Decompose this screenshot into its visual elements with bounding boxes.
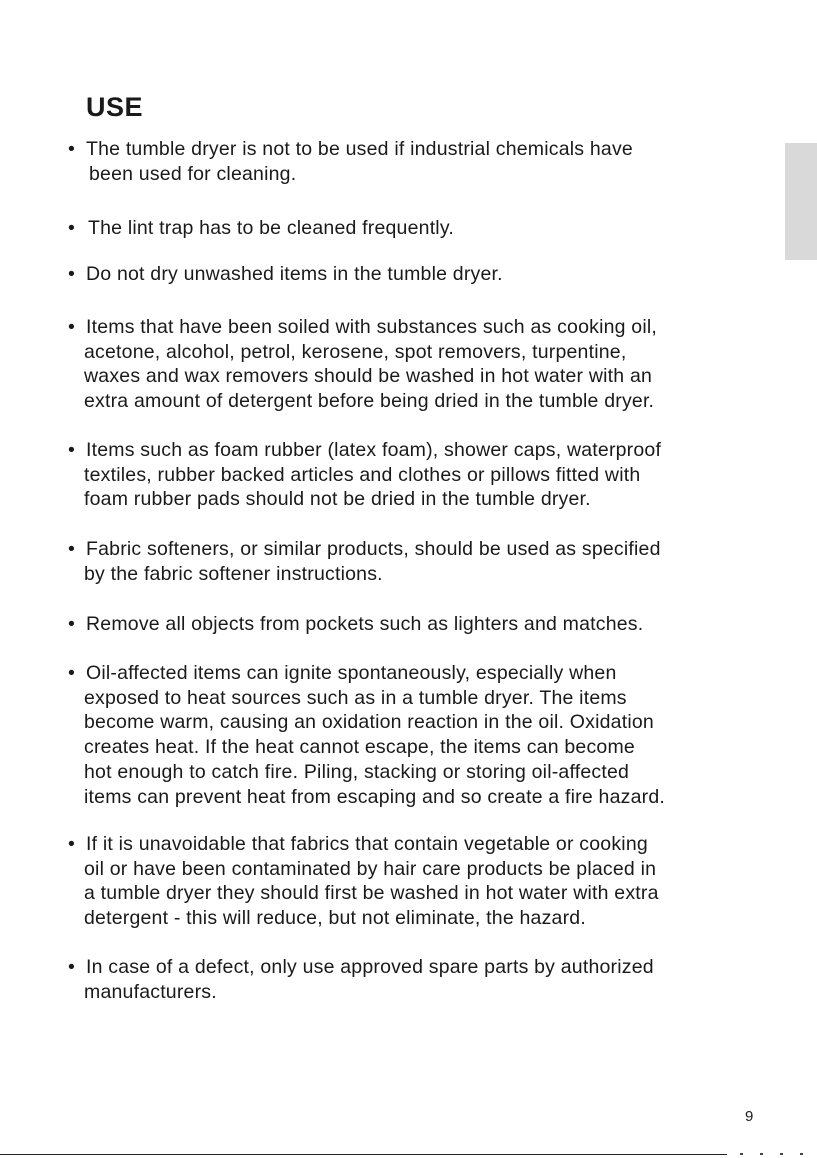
list-item bbox=[68, 438, 798, 512]
item-text-line: Fabric softeners, or similar products, should be used as specified bbox=[86, 538, 661, 560]
list-item bbox=[68, 315, 798, 414]
item-text-line: detergent - this will reduce, but not eliminate, the hazard. bbox=[84, 907, 586, 930]
item-text-line: The lint trap has to be cleaned frequently. bbox=[88, 217, 454, 239]
list-item bbox=[68, 661, 798, 809]
item-text-line: Items such as foam rubber (latex foam), shower caps, waterproof bbox=[86, 439, 662, 461]
item-text-line: Remove all objects from pockets such as lighters and matches. bbox=[86, 613, 644, 635]
list-item bbox=[68, 832, 798, 931]
item-text-line: waxes and wax removers should be washed in hot water with an bbox=[84, 365, 653, 388]
list-item bbox=[68, 216, 798, 241]
item-text-line: The tumble dryer is not to be used if industrial chemicals have bbox=[86, 138, 633, 160]
list-item bbox=[68, 955, 798, 1004]
footer-rule bbox=[0, 1154, 727, 1155]
item-text-line: become warm, causing an oxidation reaction in the oil. Oxidation bbox=[84, 711, 654, 734]
item-text-line: textiles, rubber backed articles and clothes or pillows fitted with bbox=[84, 463, 641, 486]
bullet: • bbox=[68, 662, 76, 684]
item-text-line: hot enough to catch fire. Piling, stacking or storing oil-affected bbox=[84, 760, 630, 783]
section-heading: USE bbox=[86, 92, 144, 122]
bullet: • bbox=[68, 439, 76, 461]
bullet: • bbox=[68, 138, 76, 160]
item-text-line: oil or have been contaminated by hair care products be placed in bbox=[84, 857, 657, 880]
list-item bbox=[68, 537, 798, 586]
item-text-line: acetone, alcohol, petrol, kerosene, spot removers, turpentine, bbox=[84, 340, 627, 363]
item-text-line: In case of a defect, only use approved spare parts by authorized bbox=[86, 956, 654, 978]
item-text-line: If it is unavoidable that fabrics that contain vegetable or cooking bbox=[86, 833, 648, 855]
bullet: • bbox=[68, 613, 76, 635]
item-text-line: foam rubber pads should not be dried in the tumble dryer. bbox=[84, 488, 591, 511]
footer-crop-marks bbox=[740, 1153, 817, 1155]
item-text-line: by the fabric softener instructions. bbox=[84, 562, 383, 585]
item-text-line: Do not dry unwashed items in the tumble dryer. bbox=[86, 263, 503, 285]
bullet: • bbox=[68, 956, 76, 978]
item-text-line: items can prevent heat from escaping and so create a fire hazard. bbox=[84, 785, 665, 808]
bullet: • bbox=[68, 217, 76, 239]
list-item bbox=[68, 137, 798, 186]
bullet: • bbox=[68, 833, 76, 855]
item-text-line: Items that have been soiled with substances such as cooking oil, bbox=[86, 316, 658, 338]
bullet: • bbox=[68, 538, 76, 560]
list-item bbox=[68, 262, 798, 287]
item-text-line: Oil-affected items can ignite spontaneously, especially when bbox=[86, 662, 617, 684]
bullet: • bbox=[68, 263, 76, 285]
page-number: 9 bbox=[745, 1108, 754, 1125]
list-item bbox=[68, 612, 798, 637]
item-text-line: been used for cleaning. bbox=[89, 162, 297, 185]
item-text-line: creates heat. If the heat cannot escape, the items can become bbox=[84, 736, 635, 759]
item-text-line: manufacturers. bbox=[84, 980, 217, 1003]
item-text-line: a tumble dryer they should first be washed in hot water with extra bbox=[84, 882, 659, 905]
item-text-line: extra amount of detergent before being dried in the tumble dryer. bbox=[84, 390, 655, 413]
bullet: • bbox=[68, 316, 76, 338]
item-text-line: exposed to heat sources such as in a tumble dryer. The items bbox=[84, 686, 627, 709]
